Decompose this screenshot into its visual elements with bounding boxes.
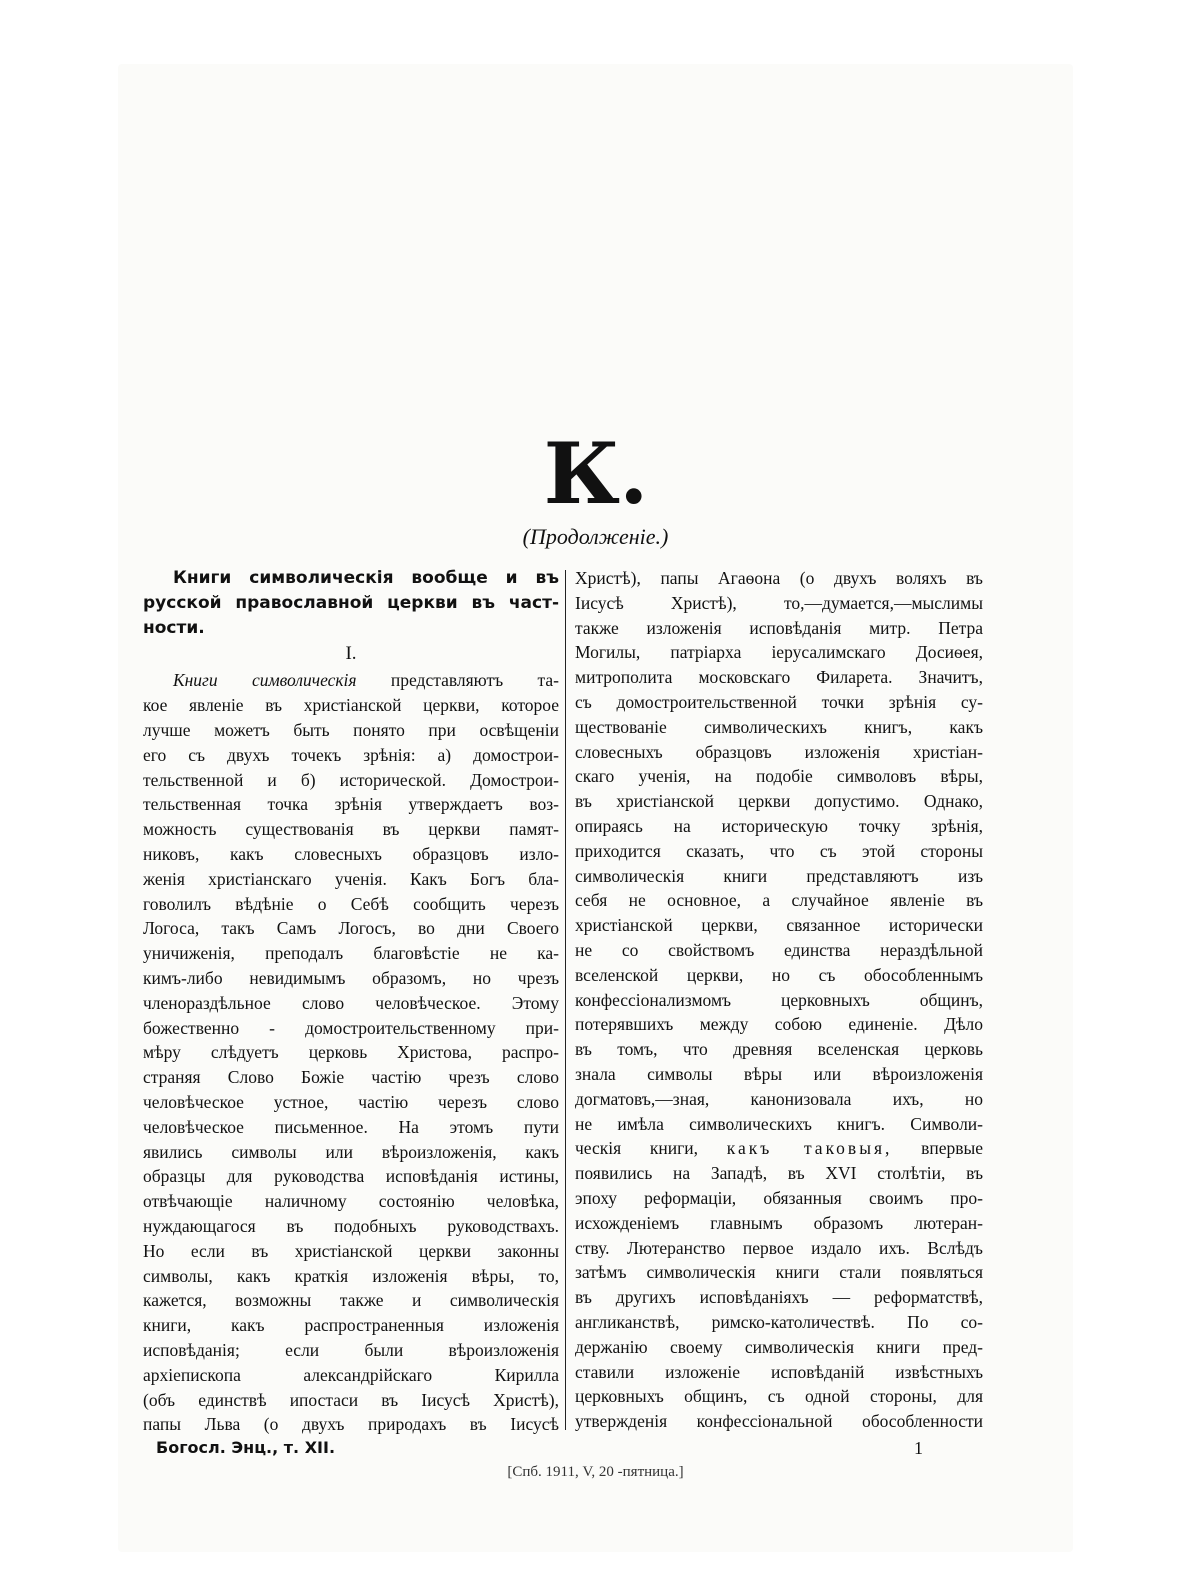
- text-line: страняя Слово Божіе частію чрезъ слово: [143, 1067, 559, 1088]
- section-number: I.: [345, 643, 357, 665]
- text-line: символы, какъ краткія изложенія вѣры, то,: [143, 1265, 559, 1286]
- continuation-subtitle: (Продолженіе.): [522, 524, 669, 549]
- right-body-lines-after: [575, 1161, 983, 1434]
- text-line: человѣческое устное, частію черезъ слово: [143, 1091, 559, 1112]
- text-line: исповѣданія; если были вѣроизложенія: [143, 1339, 559, 1360]
- text-line: кимъ-либо невидимымъ образомъ, но чрезъ: [143, 967, 559, 988]
- text-line: Христѣ), папы Агаѳона (о двухъ воляхъ въ: [575, 568, 983, 588]
- text-line: вселенской церкви, но съ обособленнымъ: [575, 964, 983, 985]
- italic-term: Книги символическія: [173, 670, 357, 691]
- text-line: приходится сказать, что съ этой стороны: [575, 840, 983, 861]
- text-line: держанію своему символическія книги пред-: [575, 1336, 983, 1357]
- text-line: не имѣла символическихъ книгъ. Символи-: [575, 1113, 983, 1134]
- text-line: кажется, возможны также и символическія: [143, 1290, 559, 1311]
- text-line: можность существованія въ церкви памят-: [143, 819, 559, 840]
- right-column: [575, 566, 983, 1434]
- footer-source: Богосл. Энц., т. XII.: [156, 1438, 336, 1457]
- text-line: (объ единствѣ ипостаси въ Іисусѣ Христѣ),: [143, 1389, 559, 1410]
- text-line: опираясь на историческую точку зрѣнія,: [575, 815, 983, 836]
- heading-line: Книги символическія вообще и въ: [173, 568, 559, 588]
- text-line: исхожденіемъ главнымъ образомъ лютеран-: [575, 1212, 983, 1233]
- text-line: англиканствѣ, римско-католичествѣ. По со-: [575, 1311, 983, 1332]
- section-letter: К.: [543, 424, 648, 523]
- spaced-emphasis: какъ таковыя,: [726, 1138, 893, 1159]
- heading-line: ности.: [143, 617, 205, 638]
- text-line: ществованіе символическихъ книгъ, какъ: [575, 716, 983, 737]
- text-line: конфессіонализмомъ церковныхъ общинъ,: [575, 989, 983, 1010]
- text-line: [575, 1136, 983, 1161]
- text-line: ству. Лютеранство первое издало ихъ. Вслѣдъ: [575, 1237, 983, 1258]
- text-line: кое явленіе въ христіанской церкви, которое: [143, 695, 559, 716]
- left-column: [143, 566, 559, 1437]
- text-line: Но если въ христіанской церкви законны: [143, 1240, 559, 1261]
- text-line: догматовъ,—зная, канонизовала ихъ, но: [575, 1088, 983, 1109]
- text-line: эпоху реформаціи, обязанныя своимъ про-: [575, 1187, 983, 1208]
- footer-signature-number: 1: [914, 1438, 923, 1458]
- text-fragment: ческія книги,: [575, 1138, 727, 1159]
- text-line: также изложенія исповѣданія митр. Петра: [575, 617, 983, 638]
- footer-imprint: [Спб. 1911, V, 20 -пятница.]: [507, 1464, 684, 1480]
- text-line: въ томъ, что древняя вселенская церковь: [575, 1039, 983, 1060]
- text-line: затѣмъ символическія книги стали появляться: [575, 1262, 983, 1283]
- text-line: словесныхъ образцовъ изложенія христіан-: [575, 741, 983, 762]
- text-line: тельственной и б) исторической. Домострои-: [143, 769, 559, 790]
- text-line: въ христіанской церкви допустимо. Однако,: [575, 791, 983, 812]
- text-line: человѣческое письменное. На этомъ пути: [143, 1116, 559, 1137]
- text-line: тельственная точка зрѣнія утверждаетъ воз-: [143, 794, 559, 815]
- text-line: мѣру слѣдуетъ церковь Христова, распро-: [143, 1042, 559, 1063]
- text-line: образцы для руководства исповѣданія истины,: [143, 1166, 559, 1187]
- text-line: символическія книги представляютъ изъ: [575, 865, 983, 886]
- text-line: церковныхъ общинъ, съ одной стороны, для: [575, 1386, 983, 1407]
- column-divider: [565, 570, 566, 1430]
- text-line: потерявшихъ между собою единеніе. Дѣло: [575, 1014, 983, 1035]
- text-line: Логоса, такъ Самъ Логосъ, во дни Своего: [143, 918, 559, 939]
- text-line: уничиженія, преподалъ благовѣстіе не ка-: [143, 943, 559, 964]
- text-line: никовъ, какъ словесныхъ образцовъ изло-: [143, 843, 559, 864]
- text-line: появились на Западѣ, въ XVI столѣтіи, въ: [575, 1163, 983, 1184]
- right-body-lines: [575, 566, 983, 1136]
- text-line: знала символы вѣры или вѣроизложенія: [575, 1063, 983, 1084]
- text-line: Іисусѣ Христѣ), то,—думается,—мыслимы: [575, 592, 983, 613]
- text-line: ставили изложеніе исповѣданій извѣстныхъ: [575, 1361, 983, 1382]
- text-line: себя не основное, а случайное явленіе въ: [575, 890, 983, 911]
- text-line: не со свойствомъ единства нераздѣльной: [575, 939, 983, 960]
- text-line: лучше можетъ быть понято при освѣщеніи: [143, 719, 559, 740]
- text-line: явились символы или вѣроизложенія, какъ: [143, 1141, 559, 1162]
- text-line: съ домостроительственной точки зрѣнія су-: [575, 691, 983, 712]
- text-line: божественно - домостроительственному при-: [143, 1017, 559, 1038]
- text-line: папы Льва (о двухъ природахъ въ Іисусѣ: [143, 1414, 559, 1435]
- text-line: отвѣчающіе наличному состоянію человѣка,: [143, 1191, 559, 1212]
- text-line: говолилъ вѣдѣніе о Себѣ сообщить черезъ: [143, 893, 559, 914]
- text-line: скаго ученія, на подобіе символовъ вѣры,: [575, 766, 983, 787]
- text-line: въ другихъ исповѣданіяхъ — реформатствѣ,: [575, 1287, 983, 1308]
- text-line: членораздѣльное слово человѣческое. Этому: [143, 992, 559, 1013]
- text-line: нуждающагося въ подобныхъ руководствахъ.: [143, 1215, 559, 1236]
- text-line: утвержденія конфессіональной обособленности: [575, 1411, 983, 1432]
- text-fragment: впервые: [892, 1138, 983, 1159]
- text-line: митрополита московскаго Филарета. Значитъ,: [575, 667, 983, 688]
- text-line: Могилы, патріарха іерусалимскаго Досиѳея,: [575, 642, 983, 663]
- text-fragment: представляютъ та-: [356, 670, 559, 691]
- heading-line: русской православной церкви въ част-: [143, 592, 559, 613]
- left-body-lines: [143, 693, 559, 1437]
- text-line: архіепископа александрійскаго Кирилла: [143, 1364, 559, 1385]
- article-heading: [143, 566, 559, 640]
- text-line: книги, какъ распространенныя изложенія: [143, 1315, 559, 1336]
- text-line: его съ двухъ точекъ зрѣнія: а) домострои-: [143, 744, 559, 765]
- text-line: [143, 668, 559, 693]
- text-line: христіанской церкви, связанное исторически: [575, 915, 983, 936]
- text-line: женія христіанскаго ученія. Какъ Богъ бла-: [143, 868, 559, 889]
